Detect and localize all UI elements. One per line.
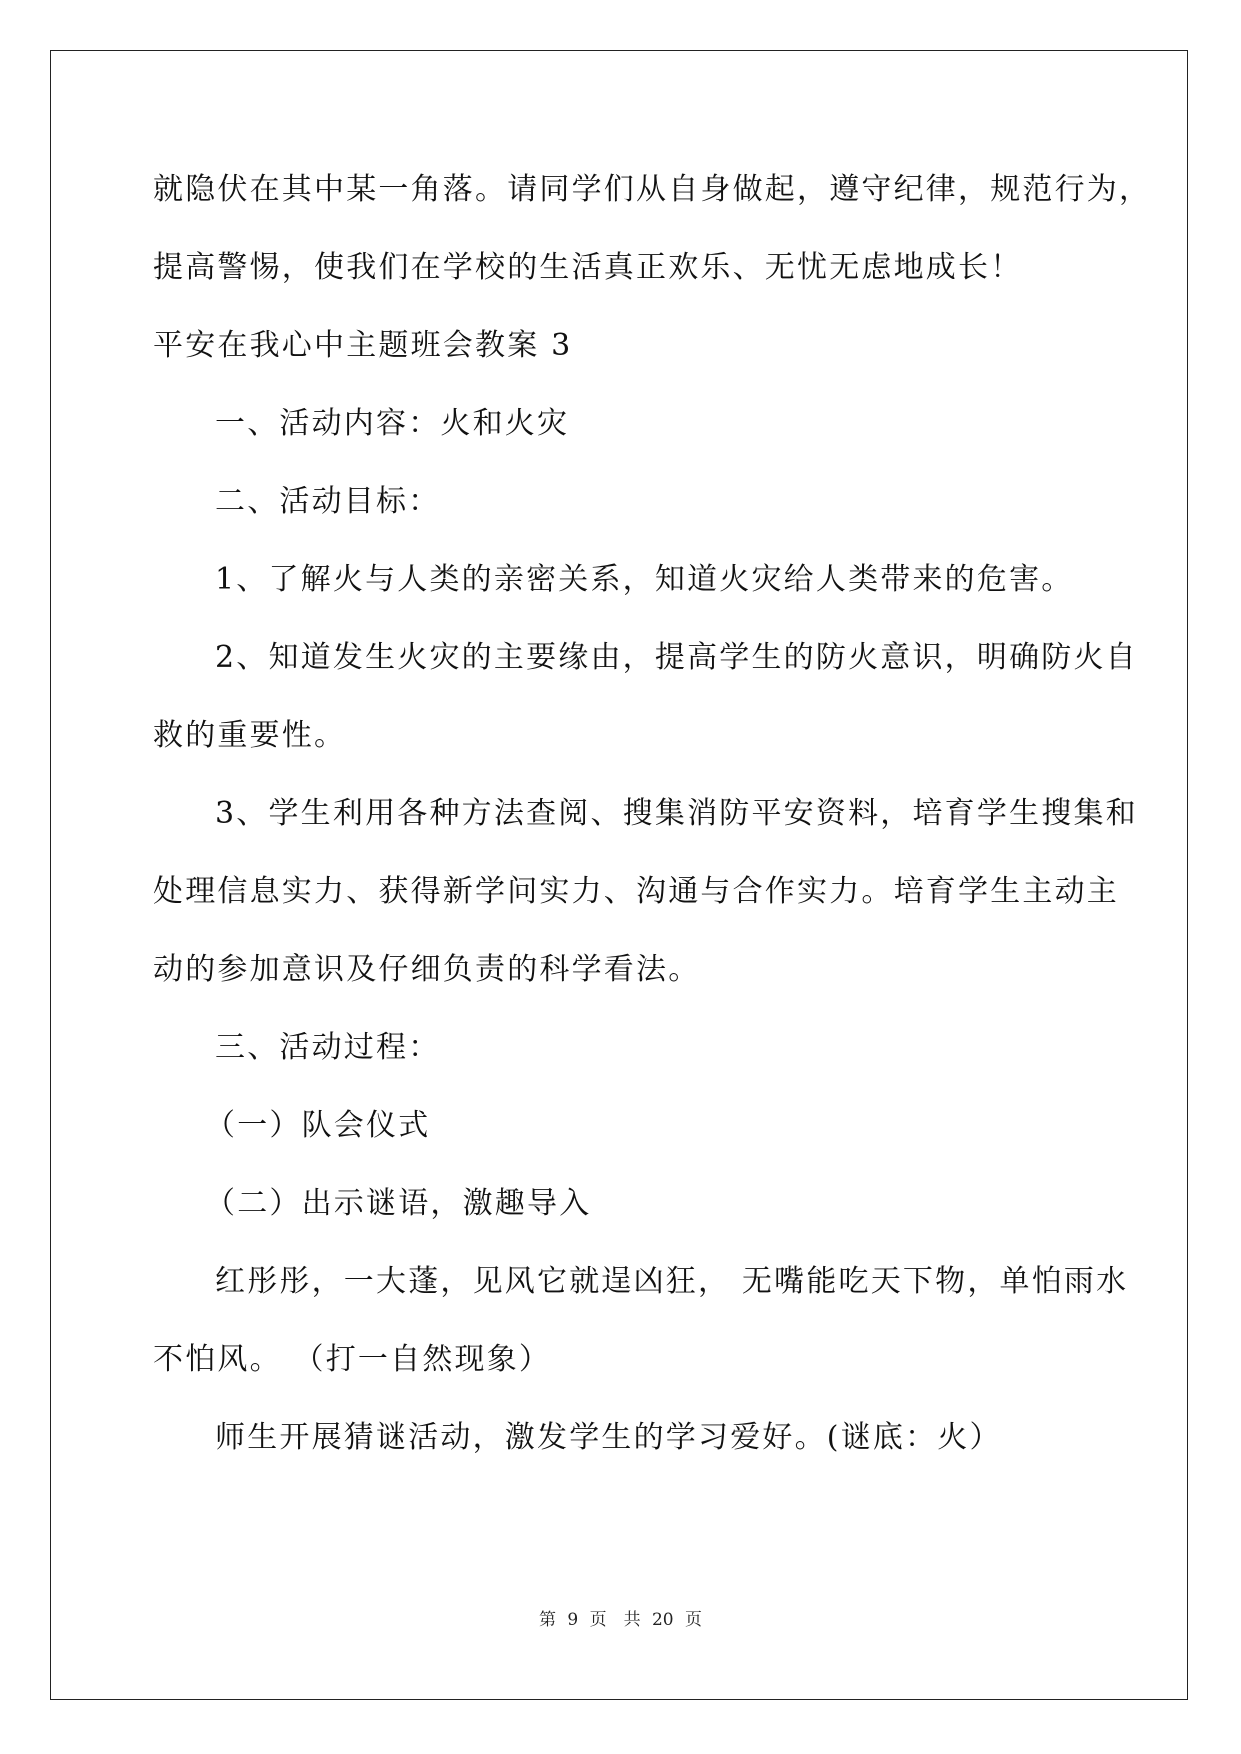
body-line: 不怕风。 （打一自然现象） (153, 1342, 552, 1377)
body-line: （一）队会仪式 (205, 1108, 431, 1143)
body-line: 师生开展猜谜活动，激发学生的学习爱好。(谜底：火） (215, 1420, 1002, 1455)
body-line: 提高警惕，使我们在学校的生活真正欢乐、无忧无虑地成长！ (153, 250, 1023, 285)
body-line: 3、学生利用各种方法查阅、搜集消防平安资料，培育学生搜集和 (215, 796, 1138, 831)
body-line: 处理信息实力、获得新学问实力、沟通与合作实力。培育学生主动主 (153, 874, 1119, 909)
page-number: 第 9 页 共 20 页 (538, 1610, 703, 1630)
section-title: 平安在我心中主题班会教案 3 (153, 328, 573, 363)
body-line: 救的重要性。 (153, 718, 347, 753)
body-line: 二、活动目标： (215, 484, 441, 519)
body-line: 动的参加意识及仔细负责的科学看法。 (153, 952, 701, 987)
body-line: 红彤彤，一大蓬，见风它就逞凶狂， 无嘴能吃天下物，单怕雨水 (215, 1264, 1129, 1299)
body-line: 1、了解火与人类的亲密关系，知道火灾给人类带来的危害。 (215, 562, 1074, 597)
body-line: 就隐伏在其中某一角落。请同学们从自身做起，遵守纪律，规范行为， (153, 172, 1152, 207)
body-line: （二）出示谜语，激趣导入 (205, 1186, 592, 1221)
body-line: 一、活动内容：火和火灾 (215, 406, 570, 441)
body-line: 2、知道发生火灾的主要缘由，提高学生的防火意识，明确防火自 (215, 640, 1138, 675)
body-line: 三、活动过程： (215, 1030, 441, 1065)
